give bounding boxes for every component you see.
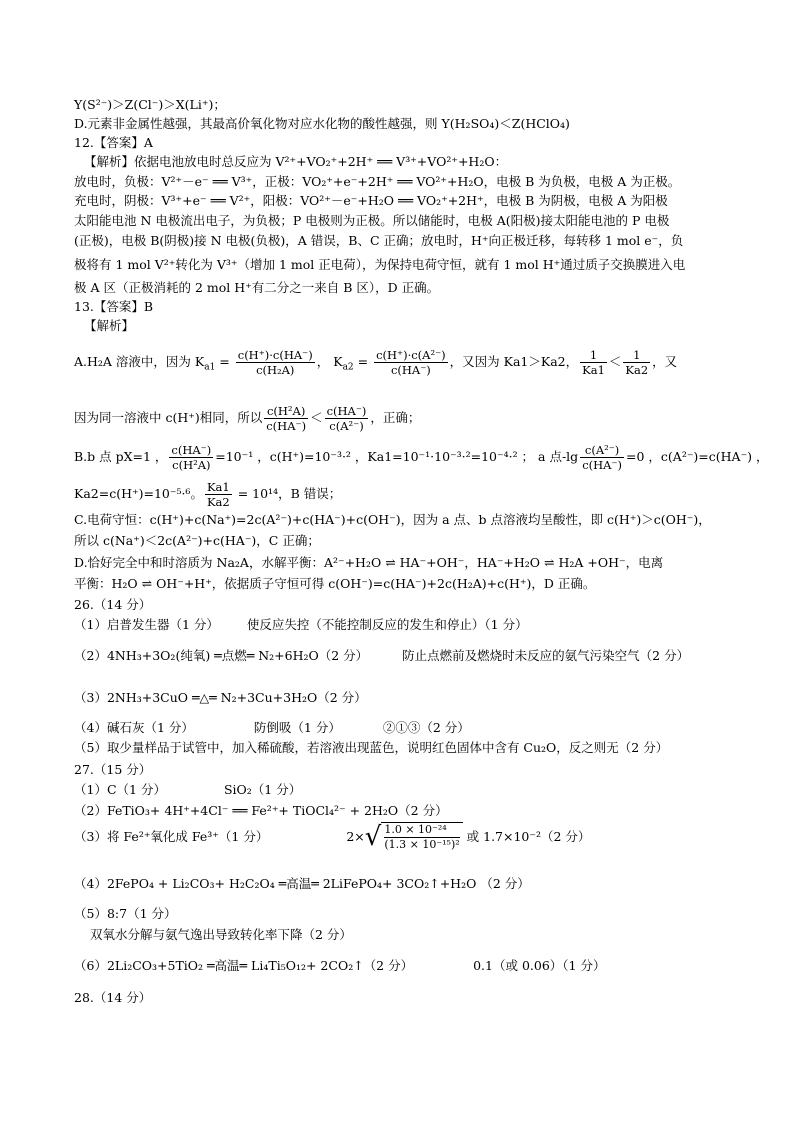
answer-line [74, 648, 689, 664]
text-line: 极 A 区（正极消耗的 2 mol H⁺有二分之一来自 B 区），D 正确。 [74, 280, 440, 295]
text-segment: ②①③（2 分） [382, 720, 470, 735]
text-segment: ，又 [652, 354, 678, 369]
question-heading: 26.（14 分） [74, 597, 152, 612]
answer-line: （5）取少量样品于试管中，加入稀硫酸，若溶液出现蓝色，说明红色固体中含有 Cu₂O，反之则无（2 分） [74, 740, 669, 755]
radical-sign: √ [364, 822, 382, 852]
answer-line: 双氧水分解与氨气逸出导致转化率下降（2 分） [90, 927, 352, 942]
text-segment: Ka2=c(H⁺)=10⁻⁵·⁶。 [74, 486, 203, 501]
subscript: a1 [204, 362, 216, 373]
fraction [169, 443, 213, 472]
text-segment: = [215, 354, 234, 369]
text-line: 放电时，负极：V²⁺－e⁻ ══ V³⁺，正极：VO₂⁺+e⁻+2H⁺ ══ VO²⁺+H₂O，电极 B 为负极，电极 A 为正极。 [74, 174, 681, 189]
answer-line [74, 720, 470, 736]
fraction [580, 348, 607, 377]
question-heading: 28.（14 分） [74, 990, 152, 1005]
text-line: 充电时，阴极：V³⁺+e⁻ ══ V²⁺，阳极：VO²⁺－e⁻+H₂O ══ VO₂⁺+2H⁺，电极 B 为阴极，电极 A 为阳极 [74, 193, 668, 208]
text-line: C.电荷守恒：c(H⁺)+c(Na⁺)=2c(A²⁻)+c(HA⁻)+c(OH⁻)，因为 a 点、b 点溶液均呈酸性，即 c(H⁺)＞c(OH⁻)， [74, 512, 711, 527]
text-segment: =10⁻¹ ，c(H⁺)=10⁻³·² ，Ka1=10⁻¹·10⁻³·²=10⁻⁴·² ； a 点-lg [215, 449, 579, 464]
text-segment: 2× [346, 829, 365, 844]
fraction [264, 404, 308, 433]
answer-line: （2）FeTiO₃+ 4H⁺+4Cl⁻ ══ Fe²⁺+ TiOCl₄²⁻ + 2H₂O（2 分） [74, 803, 448, 818]
text-segment: A.H₂A 溶液中，因为 K [74, 354, 205, 369]
fraction-denominator: Ka2 [625, 363, 649, 377]
fraction [205, 480, 232, 509]
analysis-heading: 【解析】 [84, 318, 135, 333]
answer-line [74, 958, 605, 974]
text-line: D.恰好完全中和时溶质为 Na₂A，水解平衡：A²⁻+H₂O ⇌ HA⁻+OH⁻，HA⁻+H₂O ⇌ H₂A +OH⁻，电离 [74, 555, 664, 570]
formula-line-a [74, 348, 677, 377]
fraction-denominator: c(HA⁻) [582, 458, 623, 472]
fraction-denominator: Ka1 [582, 363, 605, 377]
text-segment: SiO₂（1 分） [223, 782, 302, 797]
square-root [381, 822, 462, 852]
text-line: 所以 c(Na⁺)＜2c(A²⁻)+c(HA⁻)，C 正确； [74, 533, 320, 548]
fraction-numerator: c(H²A) [264, 404, 308, 419]
text-segment: 使反应失控（不能控制反应的发生和停止）（1 分） [246, 617, 528, 632]
formula-line-b [74, 443, 769, 472]
answer-line: （5）8:7（1 分） [74, 906, 177, 921]
answer-line: （4）2FePO₄ + Li₂CO₃+ H₂C₂O₄ ═高温═ 2LiFePO₄+ 3CO₂↑+H₂O （2 分） [74, 876, 530, 891]
fraction-denominator: c(H₂A) [256, 363, 295, 377]
answer-heading: 13.【答案】B [74, 299, 154, 314]
text-segment: ，正确； [370, 410, 421, 425]
answer-line [74, 822, 590, 852]
fraction [580, 443, 624, 472]
text-segment: ， K [316, 354, 343, 369]
root-numerator: 1.0 × 10⁻²⁴ [384, 823, 459, 838]
text-segment: =0 ，c(A²⁻)=c(HA⁻) ， [626, 449, 769, 464]
fraction [374, 348, 448, 377]
answer-line [74, 617, 528, 633]
fraction-numerator: 1 [623, 348, 650, 363]
text-line: 平衡：H₂O ⇌ OH⁻+H⁺，依据质子守恒可得 c(OH⁻)=c(HA⁻)+2c(H₂A)+c(H⁺)，D 正确。 [74, 576, 596, 591]
text-segment: （2）4NH₃+3O₂(纯氧) ═点燃═ N₂+6H₂O（2 分） [74, 648, 369, 663]
text-segment: （6）2Li₂CO₃+5TiO₂ ═高温═ Li₄Ti₅O₁₂+ 2CO₂↑（2 分） [74, 958, 414, 973]
fraction-numerator: c(A²⁻) [580, 443, 624, 458]
fraction-denominator: Ka2 [206, 495, 230, 509]
answer-heading: 12.【答案】A [74, 135, 153, 150]
text-segment: 0.1（或 0.06）（1 分） [473, 958, 606, 973]
formula-line [74, 480, 341, 509]
answer-line [74, 782, 301, 798]
fraction-numerator: c(HA⁻) [326, 404, 367, 418]
fraction [325, 404, 369, 433]
text-line: Y(S²⁻)＞Z(Cl⁻)＞X(Li⁺)； [74, 97, 226, 112]
subscript: a2 [342, 362, 354, 373]
text-segment: = [353, 354, 373, 369]
formula-line [74, 404, 420, 433]
text-segment: （1）启普发生器（1 分） [74, 617, 219, 632]
text-segment: （3）将 Fe²⁺氧化成 Fe³⁺（1 分） [74, 829, 269, 844]
analysis-line: 【解析】依据电池放电时总反应为 V²⁺+VO₂⁺+2H⁺ ══ V³⁺+VO²⁺+H₂O： [84, 154, 508, 169]
text-line: (正极)，电极 B(阴极)接 N 电极(负极)，A 错误，B、C 正确；放电时，H⁺向正极迁移，每转移 1 mol e⁻，负 [74, 233, 684, 248]
text-line: 极将有 1 mol V²⁺转化为 V³⁺（增加 1 mol 正电荷），为保持电荷守恒，就有 1 mol H⁺通过质子交换膜进入电 [74, 257, 686, 272]
fraction-numerator: c(H⁺)·c(A²⁻) [376, 348, 446, 362]
fraction-numerator: c(H⁺)·c(HA⁻) [237, 348, 313, 362]
fraction-numerator: c(HA⁻) [171, 443, 212, 457]
text-segment: ＜ [608, 354, 622, 369]
text-segment: 或 1.7×10⁻²（2 分） [462, 829, 591, 844]
text-line: D.元素非金属性越强，其最高价氧化物对应水化物的酸性越强，则 Y(H₂SO₄)＜Z(HClO₄) [74, 116, 570, 131]
fraction-denominator: c(HA⁻) [390, 363, 431, 377]
text-segment: 防倒吸（1 分） [253, 720, 341, 735]
text-segment: 因为同一溶液中 c(H⁺)相同，所以 [74, 410, 263, 425]
text-segment: B.b 点 pX=1 ， [74, 449, 168, 464]
text-line: 太阳能电池 N 电极流出电子，为负极；P 电极则为正极。所以储能时，电极 A(阳极)接太阳能电池的 P 电极 [74, 213, 670, 228]
fraction-denominator: c(A²⁻) [329, 419, 364, 433]
text-segment: ＜ [310, 410, 323, 425]
text-segment: ，又因为 Ka1＞Ka2， [449, 354, 579, 369]
text-segment: 防止点燃前及燃烧时未反应的氨气污染空气（2 分） [402, 648, 690, 663]
root-denominator: (1.3 × 10⁻¹⁵)² [384, 838, 460, 851]
fraction-denominator: c(HA⁻) [266, 419, 307, 433]
answer-line: （3）2NH₃+3CuO ═△═ N₂+3Cu+3H₂O（2 分） [74, 690, 367, 705]
text-segment: （1）C（1 分） [74, 782, 166, 797]
text-segment: （4）碱石灰（1 分） [74, 720, 194, 735]
text-segment: = 10¹⁴，B 错误； [233, 486, 342, 501]
fraction-numerator: Ka1 [206, 480, 230, 494]
fraction [623, 348, 650, 377]
fraction-numerator: 1 [580, 348, 607, 363]
fraction [236, 348, 315, 377]
question-heading: 27.（15 分） [74, 762, 152, 777]
fraction-denominator: c(H²A) [172, 458, 211, 472]
